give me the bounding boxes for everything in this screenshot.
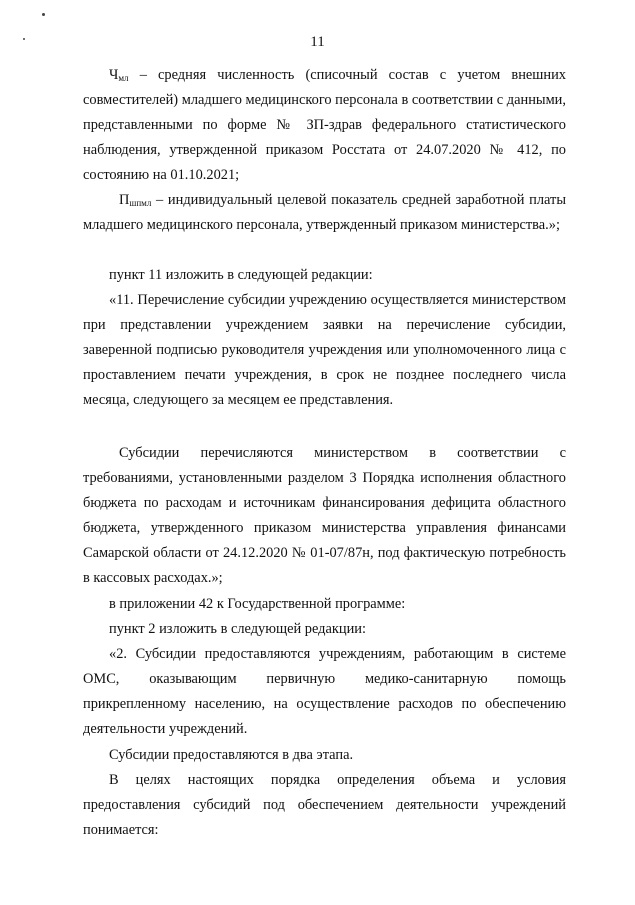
paragraph-text: – индивидуальный целевой показатель средней заработной платы младшего медицинского персонала, утвержденный приказом министерства.»; [83, 192, 566, 233]
scan-speck [42, 13, 45, 16]
paragraph-amend-item-2: пункт 2 изложить в следующей редакции: [109, 621, 366, 637]
paragraph-amend-item-11: пункт 11 изложить в следующей редакции: [109, 267, 373, 283]
formula-subscript: шпмл [129, 198, 152, 208]
paragraph-definition-headcount [83, 63, 566, 188]
paragraph-item-2: «2. Субсидии предоставляются учреждениям, работающим в системе ОМС, оказывающим первичную медико-санитарную помощь прикрепленному населению, на осуществление расходов по обеспечению деятельности учреждений. [83, 646, 566, 737]
paragraph-text: – средняя численность (списочный состав с учетом внешних совместителей) младшего медицинского персонала в соответствии с данными, представленными по форме № ЗП-здрав федерального статистического наблюдения, утвержденной приказом Росстата от 24.07.2020 № 412, по состоянию на 01.10.2021; [83, 67, 566, 183]
paragraph-definition-target [83, 188, 566, 238]
formula-symbol: Ч [109, 67, 119, 83]
paragraph-two-stages: Субсидии предоставляются в два этапа. [109, 747, 354, 763]
paragraph-definition-purpose: В целях настоящих порядка определения объема и условия предоставления субсидий под обеспечением деятельности учреждений понимается: [83, 772, 566, 838]
formula-symbol: П [119, 192, 130, 208]
paragraph-item-11: «11. Перечисление субсидии учреждению осуществляется министерством при представлении учреждением заявки на перечисление субсидии, заверенной подписью руководителя учреждения или уполномоченного лица с проставлением печати учреждения, в срок не позднее последнего числа месяца, следующего за месяцем ее представления. [83, 292, 566, 408]
formula-subscript: мл [118, 73, 129, 83]
page-number: 11 [310, 34, 325, 50]
paragraph-subsidy-transfer: Субсидии перечисляются министерством в соответствии с требованиями, установленными разделом 3 Порядка исполнения областного бюджета по расходам и источникам финансирования дефицита областного бюджета, утвержденного приказом министерства управления финансами Самарской области от 24.12.2020 № 01-07/87н, под фактическую потребность в кассовых расходах.»; [83, 445, 566, 586]
paragraph-appendix-42: в приложении 42 к Государственной программе: [109, 596, 406, 612]
